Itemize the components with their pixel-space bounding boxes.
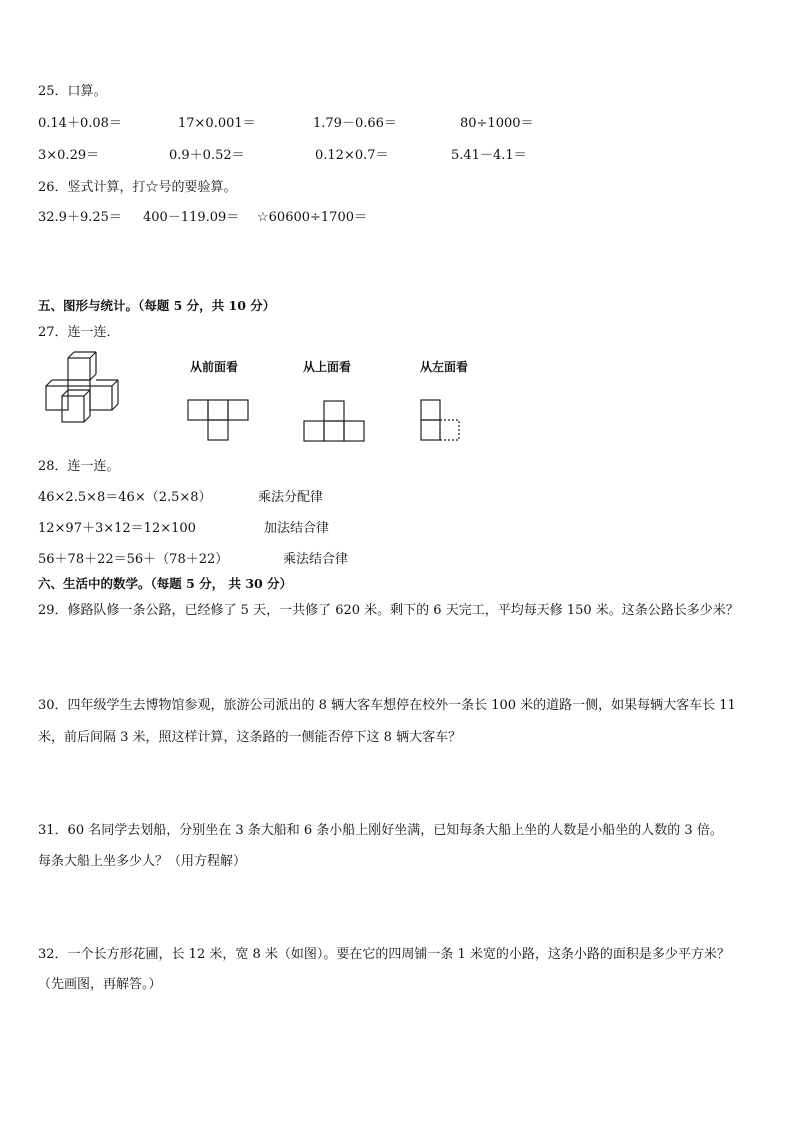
- q25-r1-c3: 1.79－0.66＝: [313, 116, 397, 131]
- q28-right-2: 加法结合律: [264, 521, 330, 536]
- q28-right-3: 乘法结合律: [283, 552, 349, 567]
- q28-right-1: 乘法分配律: [258, 490, 324, 505]
- cube-stack-figure: [38, 352, 138, 427]
- view-shape-t: [188, 400, 258, 445]
- q28-left-2: 12×97＋3×12＝12×100: [38, 521, 196, 536]
- q25-r2-c1: 3×0.29＝: [38, 148, 100, 163]
- q32-line-1: 32．一个长方形花圃，长 12 米，宽 8 米（如图）。要在它的四周铺一条 1 米宽的小路，这条小路的面积是多少平方米？: [38, 947, 730, 962]
- view-label-left: 从左面看: [420, 360, 469, 374]
- q26-item-1: 32.9＋9.25＝: [38, 210, 122, 225]
- q31-line-2: 每条大船上坐多少人？（用方程解）: [38, 854, 247, 869]
- q25-r2-c3: 0.12×0.7＝: [315, 148, 389, 163]
- section6-heading: 六、生活中的数学。（每题 5 分， 共 30 分）: [38, 576, 293, 591]
- q26-item-3: ☆60600÷1700＝: [257, 210, 367, 225]
- q25-title: 25．口算。: [38, 84, 107, 99]
- q25-r2-c2: 0.9＋0.52＝: [169, 148, 245, 163]
- q25-r2-c4: 5.41－4.1＝: [451, 148, 527, 163]
- view-shape-l: [421, 400, 471, 445]
- view-shape-inverted-t: [304, 401, 374, 446]
- view-label-front: 从前面看: [190, 360, 239, 374]
- q26-title: 26．竖式计算，打☆号的要验算。: [38, 180, 237, 195]
- q32-line-2: （先画图，再解答。）: [38, 977, 162, 992]
- q25-r1-c1: 0.14＋0.08＝: [38, 116, 122, 131]
- q30-line-2: 米，前后间隔 3 米，照这样计算，这条路的一侧能否停下这 8 辆大客车？: [38, 730, 462, 745]
- q28-left-1: 46×2.5×8＝46×（2.5×8）: [38, 490, 212, 505]
- q28-left-3: 56＋78＋22＝56＋（78＋22）: [38, 552, 229, 567]
- q26-item-2: 400－119.09＝: [143, 210, 240, 225]
- q31-line-1: 31．60 名同学去划船，分别坐在 3 条大船和 6 条小船上刚好坐满，已知每条大船上坐的人数是小船坐的人数的 3 倍。: [38, 823, 723, 838]
- q25-r1-c2: 17×0.001＝: [178, 116, 256, 131]
- section5-heading: 五、图形与统计。（每题 5 分，共 10 分）: [38, 298, 276, 313]
- q29-text: 29．修路队修一条公路，已经修了 5 天，一共修了 620 米。剩下的 6 天完工，平均每天修 150 米。这条公路长多少米？: [38, 603, 739, 618]
- q28-title: 28．连一连。: [38, 459, 120, 474]
- view-label-top: 从上面看: [303, 360, 352, 374]
- q30-line-1: 30．四年级学生去博物馆参观，旅游公司派出的 8 辆大客车想停在校外一条长 100 米的道路一侧，如果每辆大客车长 11: [38, 698, 736, 713]
- q25-r1-c4: 80÷1000＝: [460, 116, 534, 131]
- q27-title: 27．连一连．: [38, 325, 120, 340]
